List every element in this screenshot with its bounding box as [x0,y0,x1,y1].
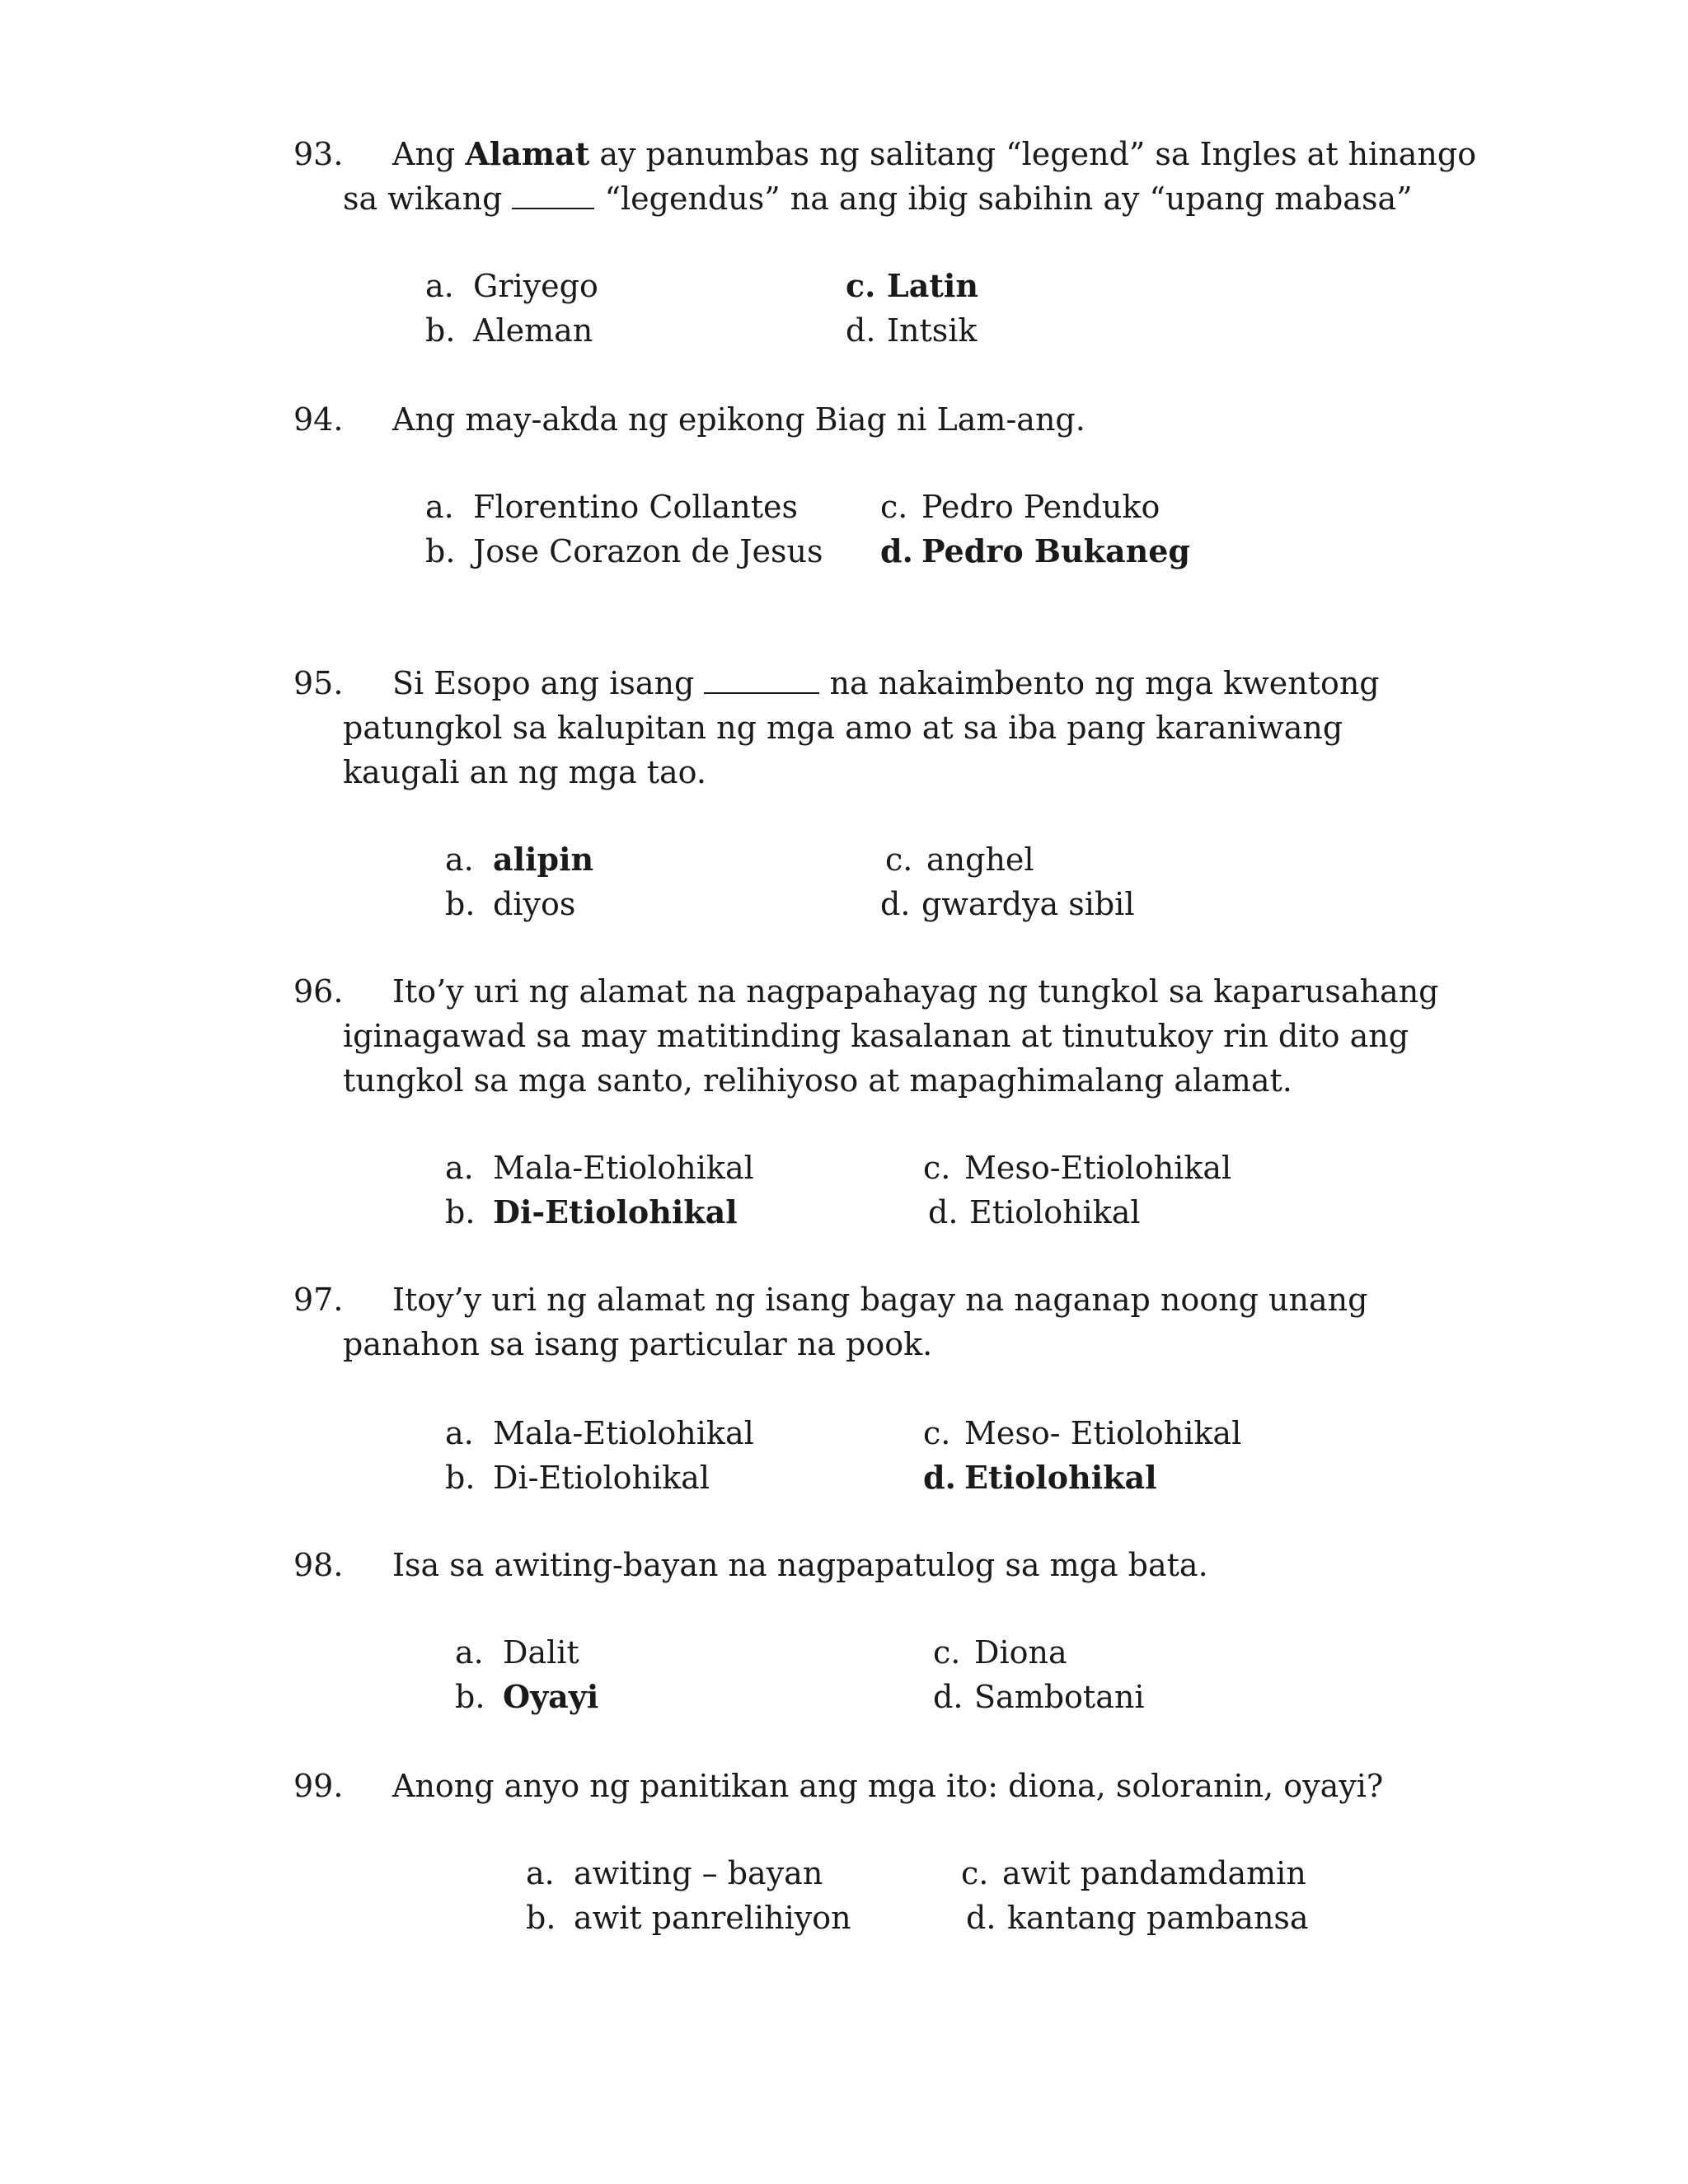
question-96-line-1: 96. Ito’y uri ng alamat na nagpapahayag ng tungkol sa kaparusahang [293,969,1497,1014]
question-number: 98. [293,1547,344,1583]
option-99-b[interactable]: b. awit panrelihiyon [526,1900,851,1936]
option-97-c[interactable]: c. Meso- Etiolohikal [923,1415,1242,1451]
question-95 [293,661,1497,794]
option-94-c[interactable]: c. Pedro Penduko [880,489,1160,525]
option-93-d[interactable]: d. Intsik [846,312,978,349]
question-98-line-1: 98. Isa sa awiting-bayan na nagpapatulog sa mga bata. [293,1543,1497,1587]
question-94-line-1: 94. Ang may-akda ng epikong Biag ni Lam-ang. [293,397,1497,442]
option-95-c[interactable]: c. anghel [885,841,1034,878]
option-99-c[interactable]: c. awit pandamdamin [961,1855,1306,1891]
option-98-b-correct[interactable]: b. Oyayi [455,1678,599,1715]
question-number: 94. [293,401,344,438]
answer-blank [512,180,594,209]
question-99-line-1: 99. Anong anyo ng panitikan ang mga ito: diona, soloranin, oyayi? [293,1764,1497,1808]
answer-blank [704,664,819,694]
option-96-b-correct[interactable]: b. Di-Etiolohikal [445,1193,738,1230]
question-93-line-2: sa wikang “legendus” na ang ibig sabihin ay “upang mabasa” [343,180,1413,217]
option-97-d-correct[interactable]: d. Etiolohikal [923,1459,1157,1496]
option-96-c[interactable]: c. Meso-Etiolohikal [923,1150,1232,1186]
question-95-line-3: kaugali an ng mga tao. [343,754,706,790]
question-number: 97. [293,1282,344,1318]
option-98-c[interactable]: c. Diona [933,1634,1067,1671]
question-96-line-3: tungkol sa mga santo, relihiyoso at mapaghimalang alamat. [343,1062,1292,1099]
question-98 [293,1543,1497,1587]
option-93-c-correct[interactable]: c. Latin [846,267,978,304]
question-93 [293,132,1497,221]
question-96-line-2: iginagawad sa may matitinding kasalanan at tinutukoy rin dito ang [343,1018,1409,1054]
question-93-line-1: 93. Ang Alamat ay panumbas ng salitang “legend” sa Ingles at hinango [293,132,1497,176]
question-94 [293,397,1497,442]
option-96-a[interactable]: a. Mala-Etiolohikal [445,1150,754,1186]
option-93-a[interactable]: a. Griyego [425,268,598,304]
option-94-d-correct[interactable]: d. Pedro Bukaneg [880,532,1190,569]
question-number: 95. [293,665,344,701]
option-93-b[interactable]: b. Aleman [425,312,593,349]
option-95-d[interactable]: d. gwardya sibil [880,886,1135,922]
option-94-b[interactable]: b. Jose Corazon de Jesus [425,533,823,569]
option-98-d[interactable]: d. Sambotani [933,1679,1145,1715]
option-99-a[interactable]: a. awiting – bayan [526,1855,823,1891]
question-99 [293,1764,1497,1808]
question-97-line-1: 97. Itoy’y uri ng alamat ng isang bagay na naganap noong unang [293,1277,1497,1322]
question-number: 93. [293,136,344,172]
option-96-d[interactable]: d. Etiolohikal [928,1194,1141,1230]
option-95-b[interactable]: b. diyos [445,886,576,922]
question-number: 96. [293,973,344,1010]
question-97-line-2: panahon sa isang particular na pook. [343,1326,933,1362]
option-99-d[interactable]: d. kantang pambansa [966,1900,1309,1936]
question-95-line-2: patungkol sa kalupitan ng mga amo at sa iba pang karaniwang [343,710,1343,746]
question-96 [293,969,1497,1103]
option-95-a-correct[interactable]: a. alipin [445,841,594,878]
term-alamat: Alamat [465,135,590,172]
option-98-a[interactable]: a. Dalit [455,1634,579,1671]
option-94-a[interactable]: a. Florentino Collantes [425,489,799,525]
option-97-a[interactable]: a. Mala-Etiolohikal [445,1415,754,1451]
option-97-b[interactable]: b. Di-Etiolohikal [445,1460,710,1496]
question-97 [293,1277,1497,1366]
question-95-line-1: 95. Si Esopo ang isang na nakaimbento ng mga kwentong [293,661,1497,705]
question-number: 99. [293,1768,344,1804]
